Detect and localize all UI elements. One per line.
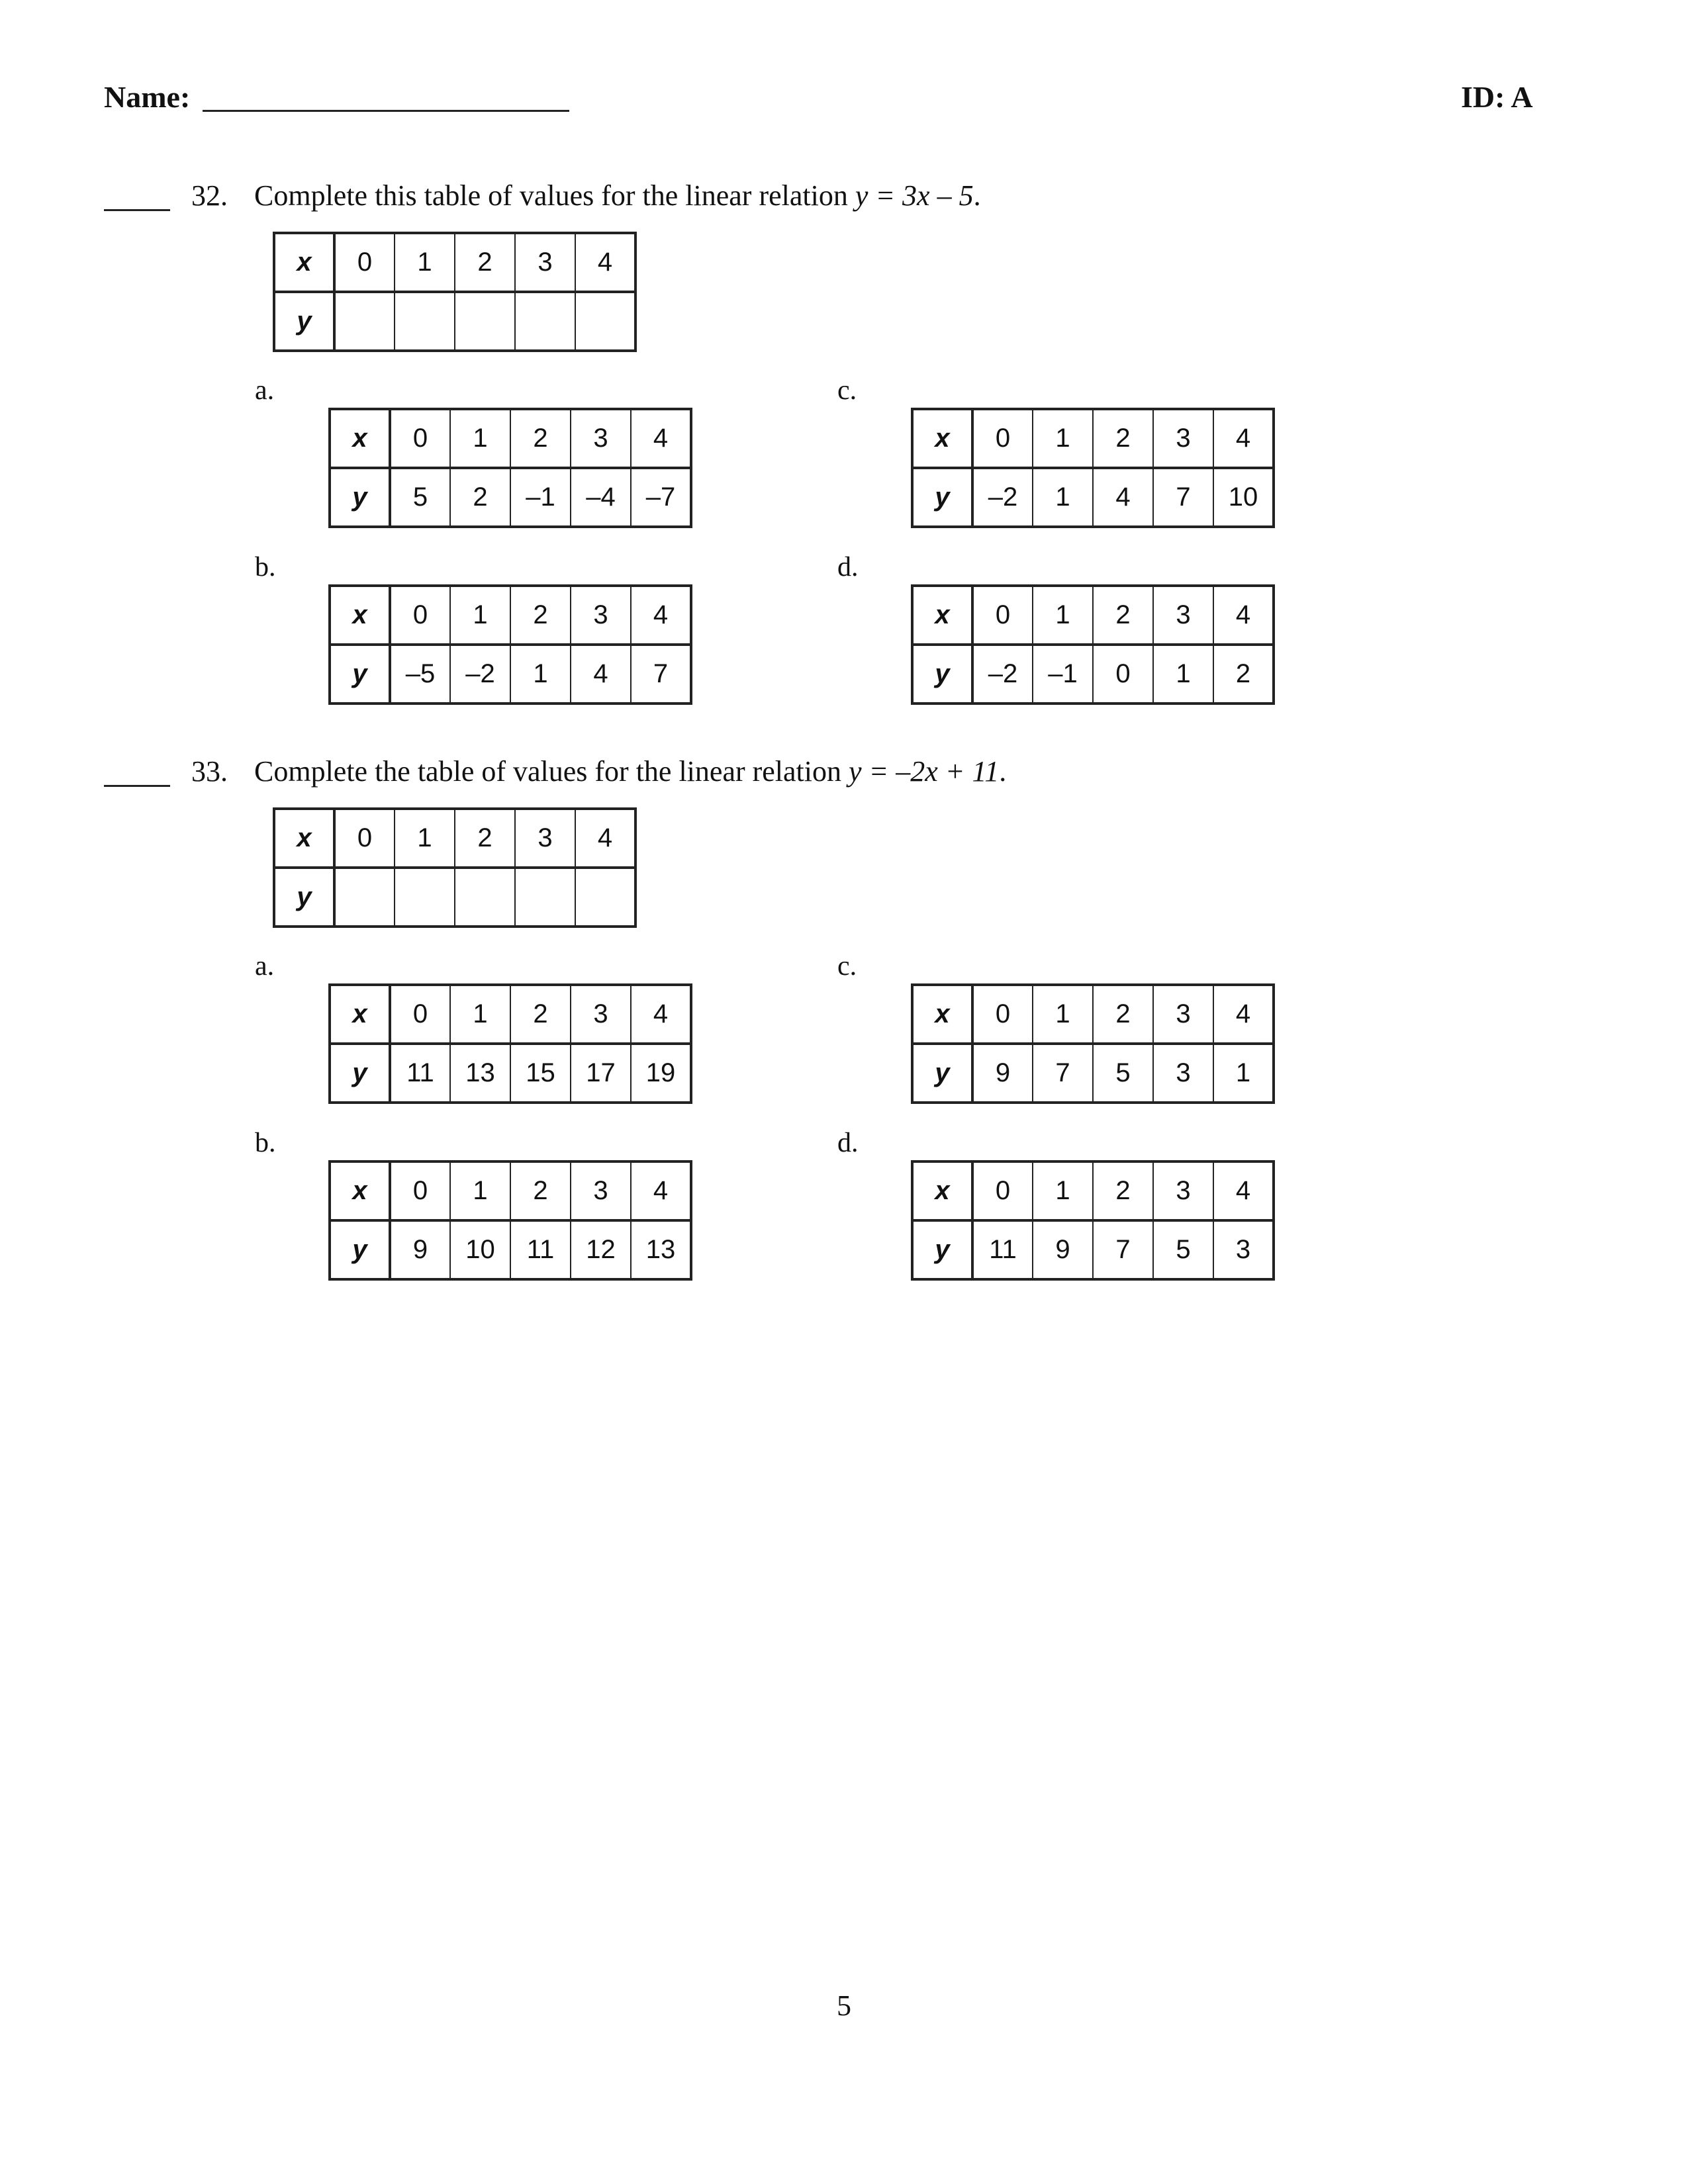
y-value-cell: 7 — [631, 645, 691, 704]
y-value-cell: 5 — [1093, 1044, 1153, 1103]
x-value-cell: 1 — [450, 586, 510, 645]
y-value-cell: 9 — [1033, 1220, 1093, 1279]
option-label: a. — [255, 951, 275, 981]
option-label: b. — [255, 552, 276, 582]
y-value-cell: 3 — [1213, 1220, 1274, 1279]
y-value-cell: 5 — [1153, 1220, 1213, 1279]
x-header-cell: x — [912, 586, 972, 645]
y-value-cell: –2 — [972, 468, 1033, 527]
y-value-cell: 13 — [450, 1044, 510, 1103]
option-value-table — [911, 983, 1275, 1104]
x-value-cell: 4 — [1213, 586, 1274, 645]
name-blank-line[interactable] — [203, 110, 569, 112]
option-label: d. — [837, 1128, 859, 1158]
option-value-table — [328, 1160, 692, 1281]
y-value-cell: 10 — [1213, 468, 1274, 527]
answer-blank-32[interactable] — [104, 209, 170, 211]
y-value-cell: 4 — [1093, 468, 1153, 527]
y-value-cell: –2 — [450, 645, 510, 704]
y-value-cell: –2 — [972, 645, 1033, 704]
y-value-cell: –4 — [571, 468, 631, 527]
equation: y = –2x + 11 — [849, 755, 1000, 788]
x-header-cell: x — [912, 985, 972, 1044]
x-header-cell: x — [330, 409, 390, 468]
question-text: Complete this table of values for the linear relation y = 3x – 5. — [254, 179, 981, 212]
x-value-cell: 1 — [450, 985, 510, 1044]
id-label: ID: A — [1461, 80, 1533, 114]
x-value-cell: 4 — [1213, 409, 1274, 468]
x-value-cell: 1 — [395, 809, 455, 868]
y-value-cell — [455, 868, 515, 927]
y-value-cell: 2 — [1213, 645, 1274, 704]
x-value-cell: 0 — [972, 586, 1033, 645]
x-value-cell: 0 — [390, 409, 450, 468]
x-header-cell: x — [912, 409, 972, 468]
x-value-cell: 3 — [571, 1161, 631, 1220]
x-value-cell: 1 — [450, 409, 510, 468]
y-value-cell: 11 — [972, 1220, 1033, 1279]
answer-blank-33[interactable] — [104, 785, 170, 787]
y-value-cell — [395, 868, 455, 927]
x-value-cell: 0 — [390, 1161, 450, 1220]
x-value-cell: 3 — [515, 809, 575, 868]
x-header-cell: x — [330, 1161, 390, 1220]
y-value-cell: 3 — [1153, 1044, 1213, 1103]
equation: y = 3x – 5 — [855, 179, 974, 212]
name-label: Name: — [104, 80, 191, 114]
x-value-cell: 4 — [631, 985, 691, 1044]
x-value-cell: 1 — [1033, 1161, 1093, 1220]
y-value-cell: 1 — [1033, 468, 1093, 527]
x-value-cell: 2 — [1093, 985, 1153, 1044]
x-value-cell: 0 — [972, 1161, 1033, 1220]
x-header-cell: x — [274, 233, 334, 292]
option-label: a. — [255, 375, 275, 406]
y-value-cell: 5 — [390, 468, 450, 527]
option-label: c. — [837, 375, 857, 406]
x-value-cell: 3 — [1153, 409, 1213, 468]
x-value-cell: 3 — [571, 409, 631, 468]
y-value-cell — [334, 292, 395, 351]
x-value-cell: 3 — [1153, 586, 1213, 645]
x-value-cell: 4 — [575, 809, 635, 868]
x-value-cell: 1 — [450, 1161, 510, 1220]
x-value-cell: 4 — [631, 409, 691, 468]
x-value-cell: 1 — [1033, 586, 1093, 645]
option-value-table — [911, 584, 1275, 705]
y-value-cell — [515, 868, 575, 927]
y-value-cell: 1 — [1153, 645, 1213, 704]
x-value-cell: 2 — [1093, 1161, 1153, 1220]
y-value-cell: 15 — [510, 1044, 571, 1103]
y-header-cell: y — [912, 468, 972, 527]
y-value-cell: 7 — [1093, 1220, 1153, 1279]
x-value-cell: 0 — [390, 586, 450, 645]
y-value-cell: –5 — [390, 645, 450, 704]
option-label: c. — [837, 951, 857, 981]
option-label: b. — [255, 1128, 276, 1158]
question-value-table — [273, 807, 637, 928]
y-header-cell: y — [330, 468, 390, 527]
y-value-cell: 19 — [631, 1044, 691, 1103]
x-value-cell: 2 — [510, 985, 571, 1044]
x-value-cell: 0 — [972, 409, 1033, 468]
y-header-cell: y — [274, 868, 334, 927]
y-value-cell: –7 — [631, 468, 691, 527]
y-value-cell: 13 — [631, 1220, 691, 1279]
x-value-cell: 4 — [575, 233, 635, 292]
y-value-cell: 10 — [450, 1220, 510, 1279]
x-value-cell: 3 — [1153, 985, 1213, 1044]
y-value-cell: 1 — [510, 645, 571, 704]
y-value-cell: 7 — [1033, 1044, 1093, 1103]
y-value-cell: 12 — [571, 1220, 631, 1279]
x-value-cell: 4 — [1213, 985, 1274, 1044]
x-header-cell: x — [330, 586, 390, 645]
question-value-table — [273, 232, 637, 352]
x-value-cell: 4 — [631, 1161, 691, 1220]
y-value-cell — [334, 868, 395, 927]
y-header-cell: y — [912, 1220, 972, 1279]
page-number: 5 — [837, 1989, 851, 2022]
option-value-table — [911, 1160, 1275, 1281]
y-value-cell — [575, 868, 635, 927]
x-header-cell: x — [912, 1161, 972, 1220]
y-value-cell: 9 — [390, 1220, 450, 1279]
y-value-cell: 4 — [571, 645, 631, 704]
x-value-cell: 3 — [1153, 1161, 1213, 1220]
x-value-cell: 2 — [455, 809, 515, 868]
x-value-cell: 3 — [571, 985, 631, 1044]
x-header-cell: x — [330, 985, 390, 1044]
x-value-cell: 1 — [395, 233, 455, 292]
option-value-table — [328, 584, 692, 705]
y-header-cell: y — [330, 1220, 390, 1279]
option-value-table — [911, 408, 1275, 528]
question-number: 33. — [191, 755, 228, 788]
y-value-cell: 11 — [510, 1220, 571, 1279]
x-value-cell: 2 — [510, 409, 571, 468]
y-header-cell: y — [912, 1044, 972, 1103]
x-value-cell: 2 — [1093, 586, 1153, 645]
option-label: d. — [837, 552, 859, 582]
y-header-cell: y — [330, 1044, 390, 1103]
x-value-cell: 0 — [972, 985, 1033, 1044]
question-text: Complete the table of values for the linear relation y = –2x + 11. — [254, 755, 1007, 788]
y-header-cell: y — [274, 292, 334, 351]
y-value-cell: 0 — [1093, 645, 1153, 704]
question-number: 32. — [191, 179, 228, 212]
y-value-cell: 2 — [450, 468, 510, 527]
y-header-cell: y — [912, 645, 972, 704]
x-value-cell: 1 — [1033, 409, 1093, 468]
x-value-cell: 0 — [334, 233, 395, 292]
y-value-cell: –1 — [1033, 645, 1093, 704]
y-value-cell: 7 — [1153, 468, 1213, 527]
y-value-cell — [575, 292, 635, 351]
y-value-cell: 11 — [390, 1044, 450, 1103]
x-value-cell: 4 — [631, 586, 691, 645]
y-value-cell: 17 — [571, 1044, 631, 1103]
option-value-table — [328, 408, 692, 528]
x-value-cell: 3 — [515, 233, 575, 292]
y-value-cell: –1 — [510, 468, 571, 527]
x-value-cell: 3 — [571, 586, 631, 645]
x-value-cell: 1 — [1033, 985, 1093, 1044]
y-header-cell: y — [330, 645, 390, 704]
option-value-table — [328, 983, 692, 1104]
y-value-cell — [515, 292, 575, 351]
x-value-cell: 2 — [510, 586, 571, 645]
y-value-cell — [395, 292, 455, 351]
x-header-cell: x — [274, 809, 334, 868]
y-value-cell: 1 — [1213, 1044, 1274, 1103]
x-value-cell: 0 — [334, 809, 395, 868]
x-value-cell: 4 — [1213, 1161, 1274, 1220]
x-value-cell: 2 — [455, 233, 515, 292]
x-value-cell: 2 — [510, 1161, 571, 1220]
x-value-cell: 0 — [390, 985, 450, 1044]
x-value-cell: 2 — [1093, 409, 1153, 468]
y-value-cell: 9 — [972, 1044, 1033, 1103]
y-value-cell — [455, 292, 515, 351]
